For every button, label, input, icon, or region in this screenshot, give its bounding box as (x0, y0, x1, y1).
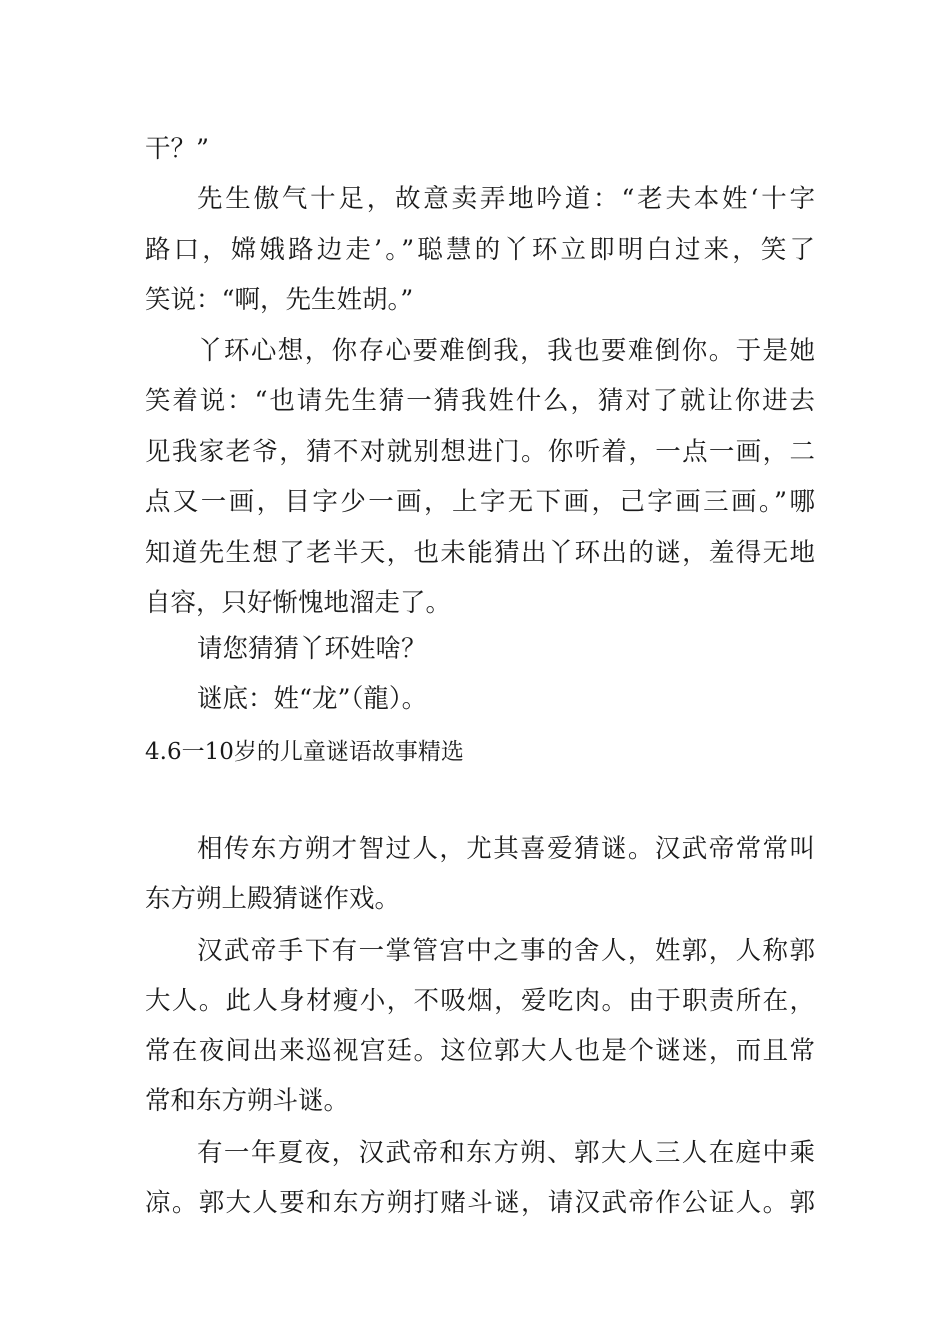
text-line: 笑说：“啊，先生姓胡。” (145, 285, 414, 315)
text-line: 笑着说：“也请先生猜一猜我姓什么，猜对了就让你进去 (145, 386, 815, 416)
text-line: 汉武帝手下有一掌管宫中之事的舍人，姓郭，人称郭 (197, 936, 815, 966)
text-line: 知道先生想了老半天，也未能猜出丫环出的谜，羞得无地 (145, 538, 815, 568)
text-line: 点又一画，目字少一画，上字无下画，己字画三画。”哪 (145, 487, 815, 517)
text-line: 大人。此人身材瘦小，不吸烟，爱吃肉。由于职责所在， (145, 986, 815, 1016)
text-line: 相传东方朔才智过人，尤其喜爱猜谜。汉武帝常常叫 (197, 834, 815, 864)
text-line: 有一年夏夜，汉武帝和东方朔、郭大人三人在庭中乘 (197, 1138, 815, 1168)
section-heading: 4.6一10岁的儿童谜语故事精选 (145, 739, 464, 765)
text-line: 路口，嫦娥路边走’。”聪慧的丫环立即明白过来，笑了 (145, 235, 815, 265)
text-line: 丫环心想，你存心要难倒我，我也要难倒你。于是她 (197, 336, 815, 366)
text-line: 常在夜间出来巡视宫廷。这位郭大人也是个谜迷，而且常 (145, 1036, 815, 1066)
text-line: 先生傲气十足，故意卖弄地吟道：“老夫本姓‘十字 (197, 184, 815, 214)
text-line: 凉。郭大人要和东方朔打赌斗谜，请汉武帝作公证人。郭 (145, 1188, 815, 1218)
text-line: 见我家老爷，猜不对就别想进门。你听着，一点一画，二 (145, 437, 815, 467)
text-line: 常和东方朔斗谜。 (145, 1086, 350, 1116)
text-line: 请您猜猜丫环姓啥？ (197, 634, 427, 664)
text-line: 干？” (145, 134, 210, 164)
text-line: 自容，只好惭愧地溜走了。 (145, 588, 452, 618)
text-line: 谜底：姓“龙”（龍）。 (197, 684, 428, 714)
text-line: 东方朔上殿猜谜作戏。 (145, 884, 401, 914)
